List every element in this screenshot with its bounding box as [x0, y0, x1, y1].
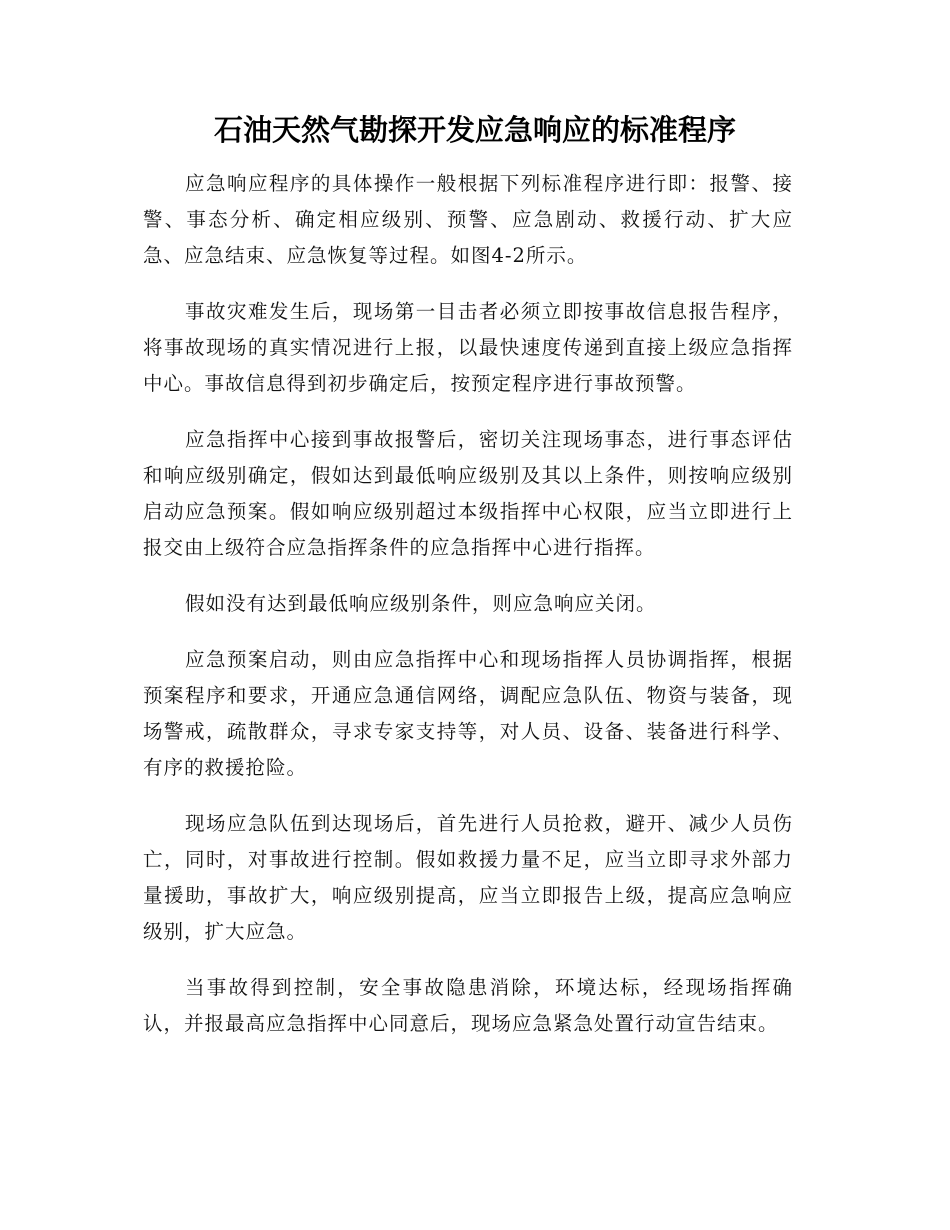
paragraph-5: 应急预案启动，则由应急指挥中心和现场指挥人员协调指挥，根据预案程序和要求，开通应急通信网络，调配应急队伍、物资与装备，现场警戒，疏散群众，寻求专家支持等，对人员、设备、装备进行科学、有序的救援抢险。 — [143, 648, 793, 779]
paragraph-2: 事故灾难发生后，现场第一目击者必须立即按事故信息报告程序，将事故现场的真实情况进行上报，以最快速度传递到直接上级应急指挥中心。事故信息得到初步确定后，按预定程序进行事故预警。 — [143, 300, 793, 395]
paragraph-7: 当事故得到控制，安全事故隐患消除，环境达标，经现场指挥确认，并报最高应急指挥中心同意后，现场应急紧急处置行动宣告结束。 — [143, 976, 793, 1035]
paragraph-4: 假如没有达到最低响应级别条件，则应急响应关闭。 — [185, 592, 657, 615]
document-body — [143, 166, 793, 1062]
paragraph-1: 应急响应程序的具体操作一般根据下列标准程序进行即：报警、接警、事态分析、确定相应级别、预警、应急剧动、救援行动、扩大应急、应急结束、应急恢复等过程。如图4-2所示。 — [143, 172, 793, 267]
document-title: 石油天然气勘探开发应急响应的标准程序 — [213, 113, 736, 147]
paragraph-6: 现场应急队伍到达现场后，首先进行人员抢救，避开、减少人员伤亡，同时，对事故进行控制。假如救援力量不足，应当立即寻求外部力量援助，事故扩大，响应级别提高，应当立即报告上级，提高应急响应级别，扩大应急。 — [143, 812, 793, 943]
paragraph-3: 应急指挥中心接到事故报警后，密切关注现场事态，进行事态评估和响应级别确定，假如达到最低响应级别及其以上条件，则按响应级别启动应急预案。假如响应级别超过本级指挥中心权限，应当立即进行上报交由上级符合应急指挥条件的应急指挥中心进行指挥。 — [143, 428, 793, 559]
